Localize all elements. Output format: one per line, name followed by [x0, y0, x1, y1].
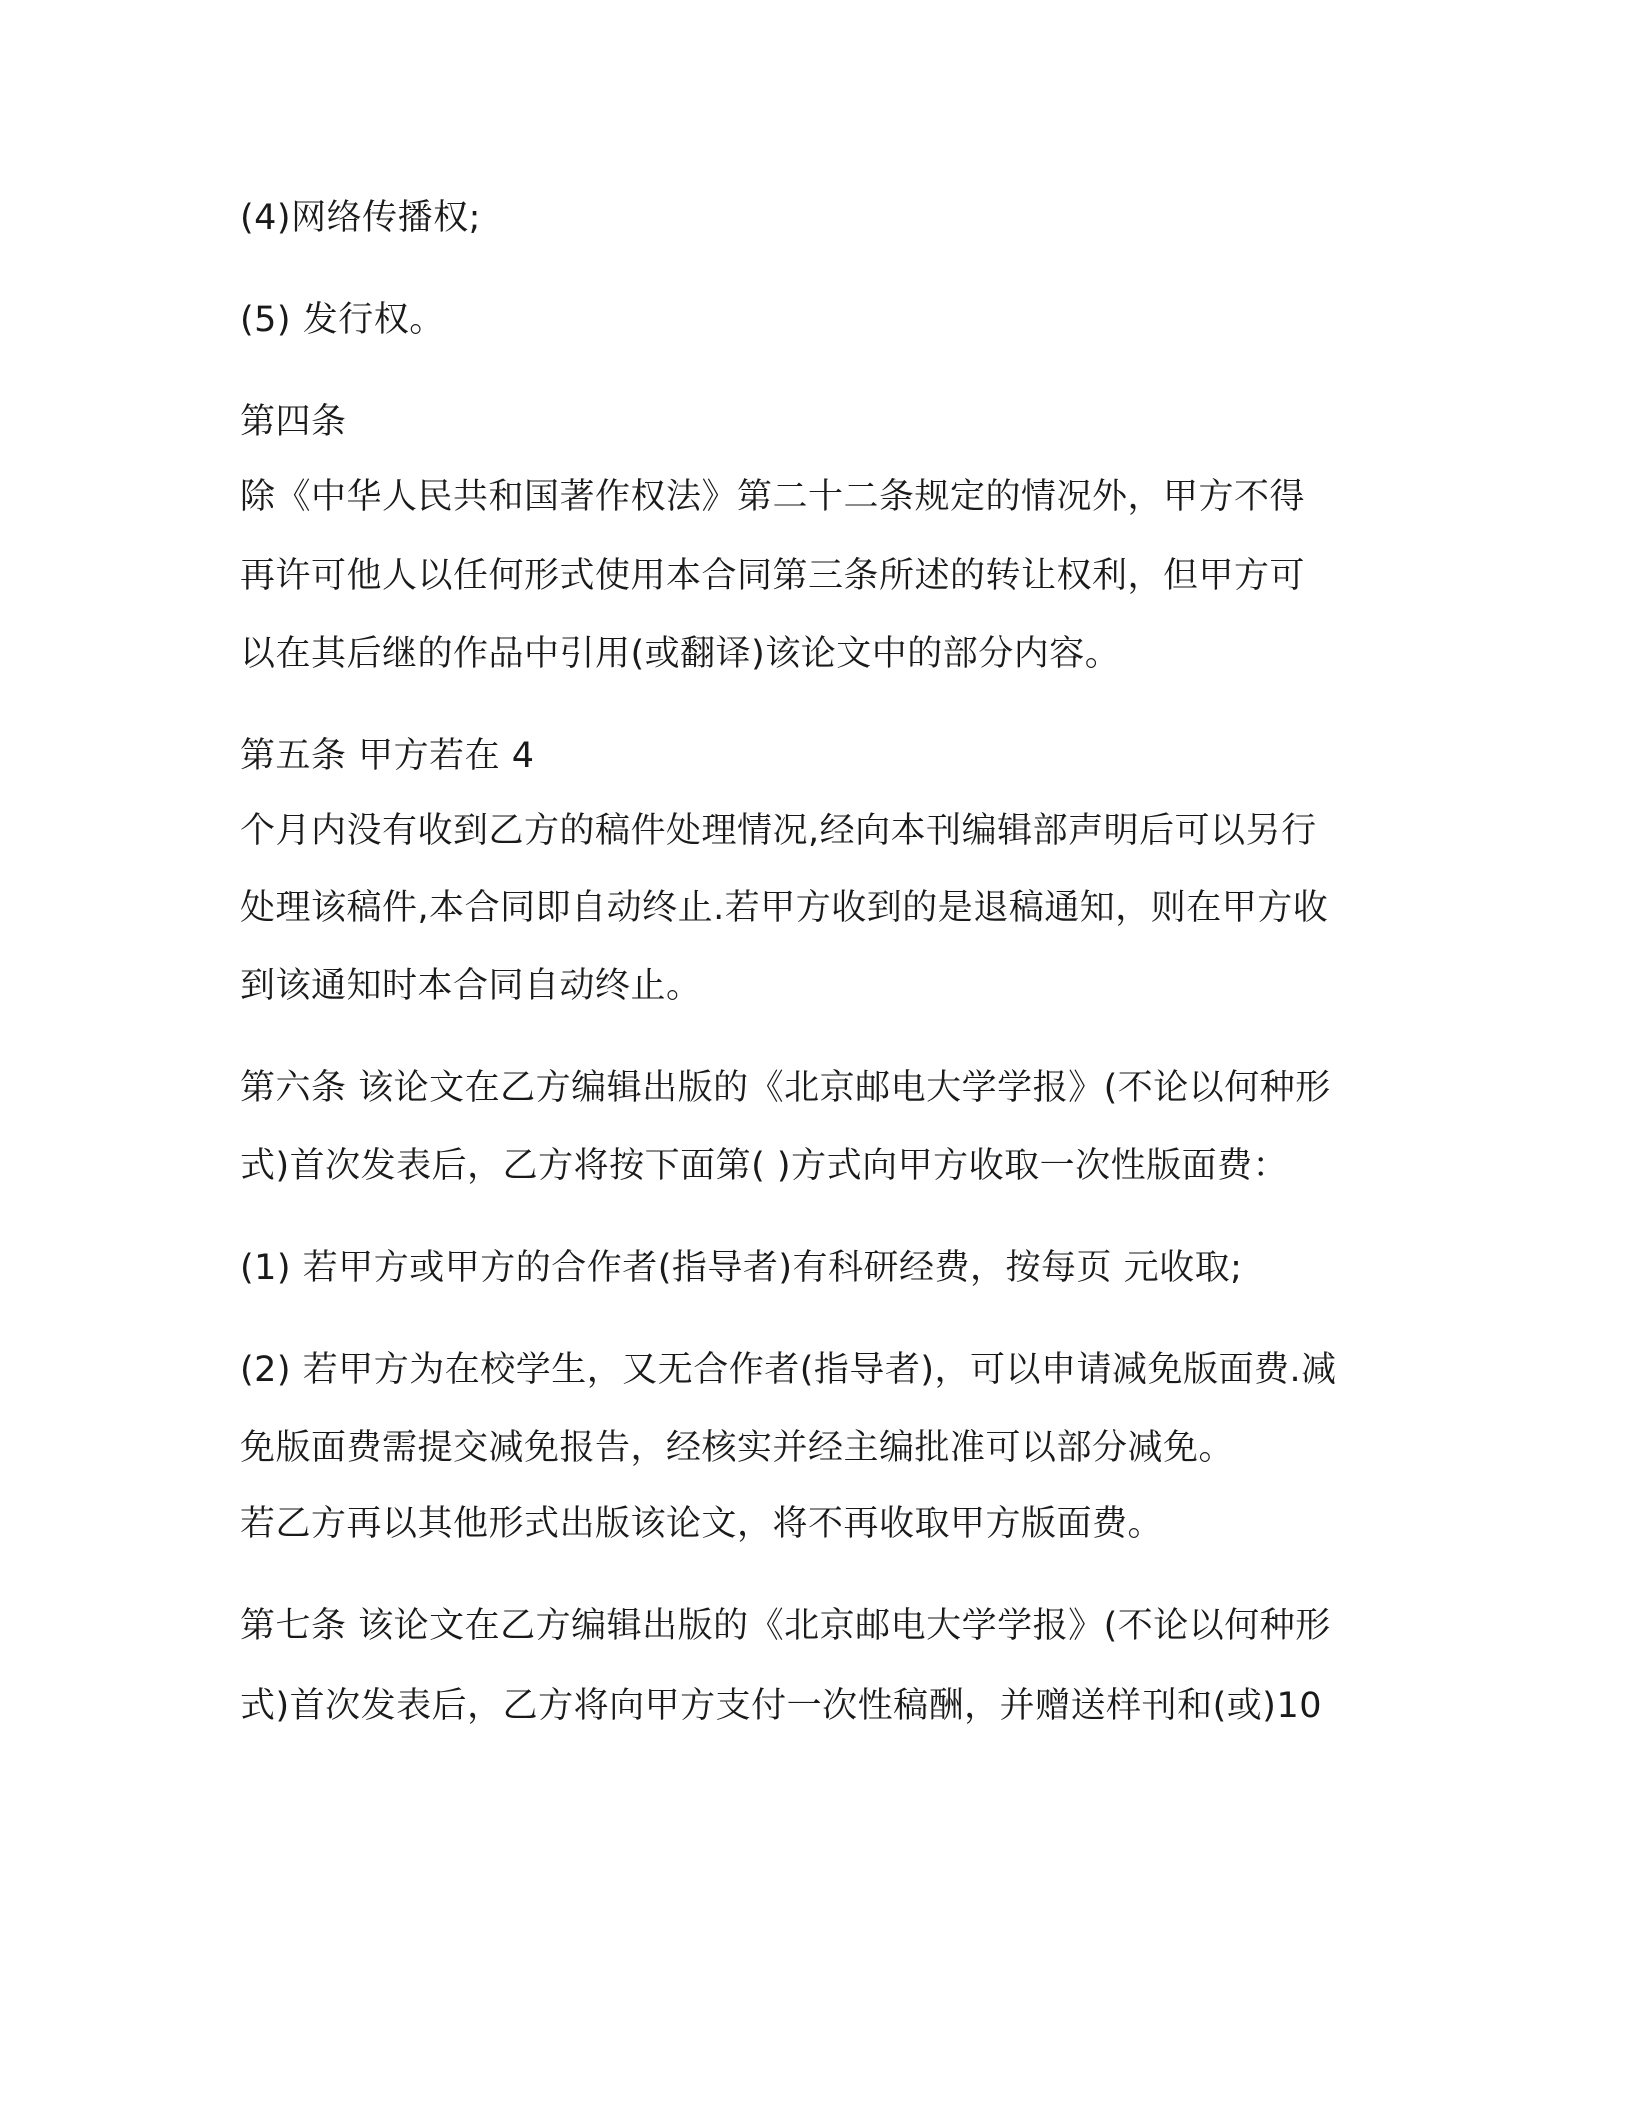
- article-5-heading: 第五条 甲方若在 4: [240, 736, 535, 776]
- article-7-text-line: 式)首次发表后，乙方将向甲方支付一次性稿酬，并赠送样刊和(或)10: [240, 1686, 1323, 1726]
- article-7-text-line: 第七条 该论文在乙方编辑出版的《北京邮电大学学报》(不论以何种形: [240, 1606, 1331, 1646]
- article-6-text-line: 式)首次发表后，乙方将按下面第( )方式向甲方收取一次性版面费：: [240, 1146, 1289, 1186]
- article-4-text-line: 再许可他人以任何形式使用本合同第三条所述的转让权利，但甲方可: [240, 556, 1306, 596]
- article-5-text-line: 处理该稿件,本合同即自动终止.若甲方收到的是退稿通知，则在甲方收: [240, 888, 1329, 928]
- item-network-transmission-right: (4)网络传播权;: [240, 198, 481, 238]
- fee-exemption-note: 若乙方再以其他形式出版该论文，将不再收取甲方版面费。: [240, 1504, 1164, 1544]
- fee-option-1: (1) 若甲方或甲方的合作者(指导者)有科研经费，按每页 元收取;: [240, 1248, 1243, 1288]
- fee-option-2-line: 免版面费需提交减免报告，经核实并经主编批准可以部分减免。: [240, 1428, 1235, 1468]
- article-4-text-line: 除《中华人民共和国著作权法》第二十二条规定的情况外，甲方不得: [240, 477, 1306, 517]
- article-4-text-line: 以在其后继的作品中引用(或翻译)该论文中的部分内容。: [240, 634, 1121, 674]
- article-6-text-line: 第六条 该论文在乙方编辑出版的《北京邮电大学学报》(不论以何种形: [240, 1068, 1331, 1108]
- fee-option-2-line: (2) 若甲方为在校学生，又无合作者(指导者)，可以申请减免版面费.减: [240, 1350, 1337, 1390]
- item-distribution-right: (5) 发行权。: [240, 300, 445, 340]
- article-5-text-line: 到该通知时本合同自动终止。: [240, 966, 702, 1006]
- article-5-text-line: 个月内没有收到乙方的稿件处理情况,经向本刊编辑部声明后可以另行: [240, 811, 1317, 851]
- article-4-heading: 第四条: [240, 402, 347, 442]
